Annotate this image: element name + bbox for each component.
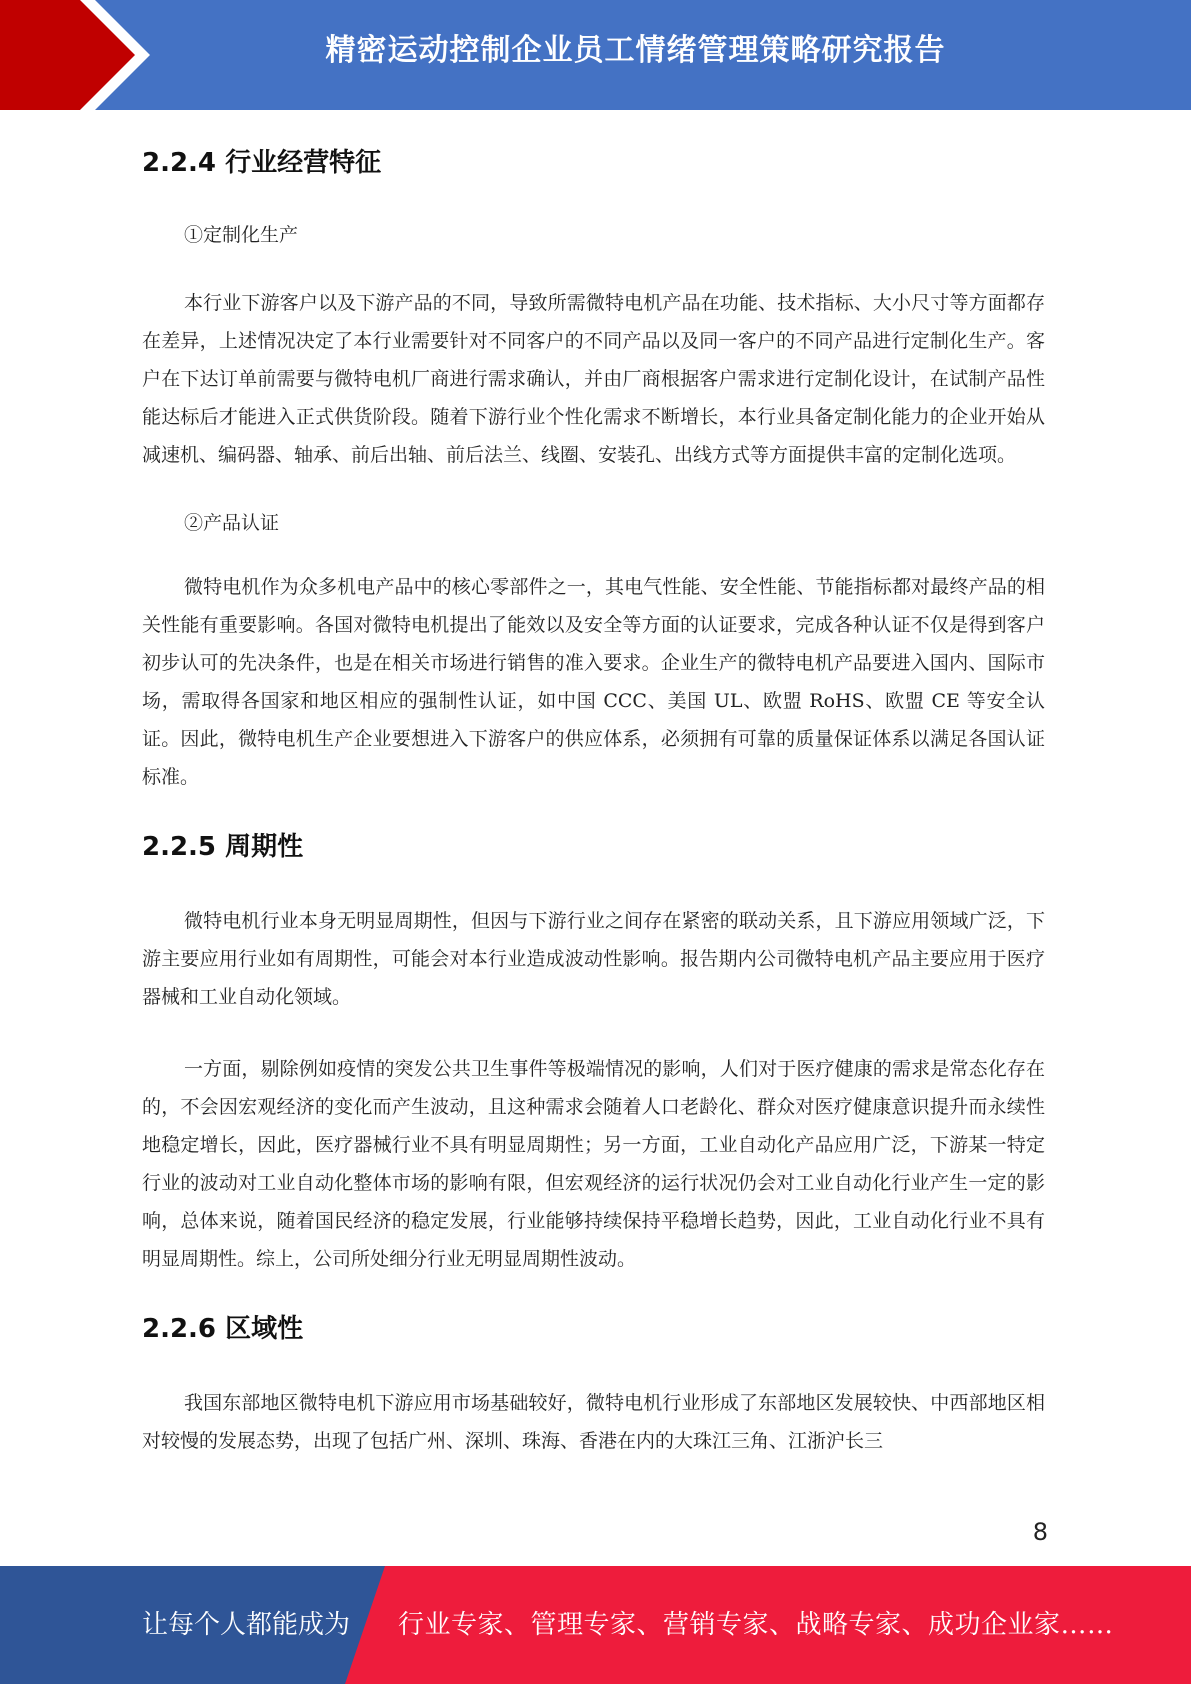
report-title: 精密运动控制企业员工情绪管理策略研究报告 <box>325 33 946 68</box>
paragraph-regionality: 我国东部地区微特电机下游应用市场基础较好，微特电机行业形成了东部地区发展较快、中西部地区相对较慢的发展态势，出现了包括广州、深圳、珠海、香港在内的大珠江三角、江浙沪长三 <box>142 1392 1045 1452</box>
header-arrow-icon <box>0 0 160 110</box>
footer-slogan-left: 让每个人都能成为 <box>142 1610 351 1640</box>
subheading-custom-production: ①定制化生产 <box>184 224 299 246</box>
page-footer <box>0 1566 1191 1684</box>
section-heading-2-2-6: 2.2.6 区域性 <box>142 1314 304 1344</box>
paragraph-product-certification: 微特电机作为众多机电产品中的核心零部件之一，其电气性能、安全性能、节能指标都对最终产品的相关性能有重要影响。各国对微特电机提出了能效以及安全等方面的认证要求，完成各种认证不仅是得到客户初步认可的先决条件，也是在相关市场进行销售的准入要求。企业生产的微特电机产品要进入国内、国际市场，需取得各国家和地区相应的强制性认证，如中国 CCC、美国 UL、欧盟 RoHS、欧盟 CE 等安全认证。因此，微特电机生产企业要想进入下游客户的供应体系，必须拥有可靠的质量保证体系以满足各国认证标准。 <box>142 576 1045 788</box>
subheading-product-certification: ②产品认证 <box>184 512 280 534</box>
footer-slogan-right: 行业专家、管理专家、营销专家、战略专家、成功企业家…… <box>398 1610 1114 1640</box>
page-header <box>0 0 1191 110</box>
page-number: 8 <box>1032 1518 1048 1546</box>
paragraph-custom-production: 本行业下游客户以及下游产品的不同，导致所需微特电机产品在功能、技术指标、大小尺寸等方面都存在差异，上述情况决定了本行业需要针对不同客户的不同产品以及同一客户的不同产品进行定制化生产。客户在下达订单前需要与微特电机厂商进行需求确认，并由厂商根据客户需求进行定制化设计，在试制产品性能达标后才能进入正式供货阶段。随着下游行业个性化需求不断增长，本行业具备定制化能力的企业开始从减速机、编码器、轴承、前后出轴、前后法兰、线圈、安装孔、出线方式等方面提供丰富的定制化选项。 <box>142 292 1045 466</box>
section-heading-2-2-5: 2.2.5 周期性 <box>142 832 304 862</box>
paragraph-cyclicality-1: 微特电机行业本身无明显周期性，但因与下游行业之间存在紧密的联动关系，且下游应用领域广泛，下游主要应用行业如有周期性，可能会对本行业造成波动性影响。报告期内公司微特电机产品主要应用于医疗器械和工业自动化领域。 <box>142 910 1045 1008</box>
section-heading-2-2-4: 2.2.4 行业经营特征 <box>142 148 382 178</box>
paragraph-cyclicality-2: 一方面，剔除例如疫情的突发公共卫生事件等极端情况的影响，人们对于医疗健康的需求是常态化存在的，不会因宏观经济的变化而产生波动，且这种需求会随着人口老龄化、群众对医疗健康意识提升而永续性地稳定增长，因此，医疗器械行业不具有明显周期性；另一方面，工业自动化产品应用广泛，下游某一特定行业的波动对工业自动化整体市场的影响有限，但宏观经济的运行状况仍会对工业自动化行业产生一定的影响，总体来说，随着国民经济的稳定发展，行业能够持续保持平稳增长趋势，因此，工业自动化行业不具有明显周期性。综上，公司所处细分行业无明显周期性波动。 <box>142 1058 1045 1270</box>
page-body <box>142 118 1045 1460</box>
